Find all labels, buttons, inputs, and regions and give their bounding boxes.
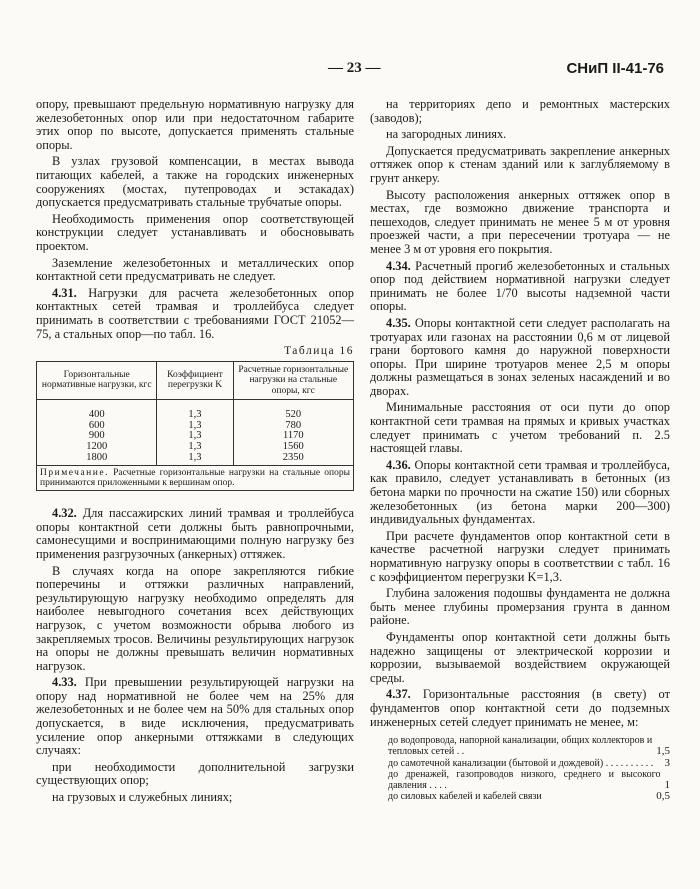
list-item — [388, 791, 670, 802]
section-4-31 — [36, 287, 354, 341]
table-header-cell: Расчетные горизонтальные нагрузки на стальные опоры, кгс — [233, 361, 353, 400]
table-cell: 780 — [233, 421, 353, 432]
section-number: 4.32. — [52, 506, 77, 521]
paragraph: на территориях депо и ремонтных мастерских (заводов); — [370, 97, 670, 125]
table-cell: 1,3 — [157, 431, 233, 442]
list-item — [388, 769, 670, 791]
table-cell: 1,3 — [157, 453, 233, 466]
paragraph: Глубина заложения подошвы фундамента не должна быть менее глубины промерзания грунта в данном районе. — [370, 586, 670, 628]
distance-label: до дренажей, газопроводов низкого, среднего и высокого давления . . . . — [388, 768, 661, 791]
table-header-cell: Коэффициент перегрузки K — [157, 361, 233, 400]
section-text: Нагрузки для расчета железобетонных опор контактных сетей трамвая и троллейбуса следует принимать в соответствии с требованиями ГОСТ 21052—75, а стальных опор—по табл. 16. — [36, 285, 354, 341]
distance-list — [388, 735, 670, 802]
document-code: СНиП II-41-76 — [566, 60, 664, 77]
paragraph: на грузовых и служебных линиях; — [52, 790, 233, 805]
table-caption: Таблица 16 — [284, 345, 354, 358]
right-column — [370, 98, 670, 802]
table-cell: 520 — [233, 400, 353, 421]
paragraph: при необходимости дополнительной загрузки существующих опор; — [36, 759, 354, 788]
section-number: 4.34. — [386, 258, 411, 273]
section-text: Опоры контактной сети следует располагать на тротуарах или газонах на расстоянии 0,6 м от лицевой грани бортового камня до наружной поверхности опоры. При ширине тротуаров менее 2,5 м опоры должны размещаться в зонах зеленых насаждений и во дворах. — [370, 315, 670, 398]
page-number: — 23 — — [328, 60, 381, 76]
list-item — [388, 758, 670, 769]
table-cell: 1800 — [37, 453, 157, 466]
loads-table — [36, 361, 354, 491]
paragraph: При расчете фундаментов опор контактной сети в качестве расчетной нагрузки следует принимать нормативную нагрузку опоры в соответствии с табл. 16 с коэффициентом перегрузки K=1,3. — [370, 528, 670, 584]
distance-value: 1,5 — [656, 745, 670, 758]
section-number: 4.35. — [386, 315, 411, 330]
section-4-32 — [36, 507, 354, 561]
paragraph: В случаях когда на опоре закрепляются гибкие поперечины и оттяжки различных направлений, результирующую нагрузку необходимо определять для наиболее невыгодного сочетания всех действующих нагрузок, с учетом возможности обрыва любого из закрепляемых тросов. Величины результирующих нагрузок на опоры не должны превышать величин нормативных нагрузок. — [36, 563, 354, 673]
paragraph: Необходимость применения опор соответствующей конструкции следует устанавливать и обосновывать проектом. — [36, 211, 354, 253]
paragraph: Фундаменты опор контактной сети должны быть надежно защищены от электрической коррозии и коррозии, вызываемой воздействием окружающей среды. — [370, 629, 670, 685]
section-number: 4.36. — [386, 457, 411, 472]
section-text: Для пассажирских линий трамвая и троллейбуса опоры контактной сети должны быть равнопрочными, самонесущими и воспринимающими полную нагрузку без применения разгрузочных (анкерных) оттяжек. — [36, 506, 354, 561]
paragraph: Допускается предусматривать закрепление анкерных оттяжек опор к стенам зданий или к заглубляемому в грунт анкеру. — [370, 143, 670, 185]
table-cell: 1,3 — [157, 400, 233, 421]
table-row — [37, 442, 354, 453]
table-cell: 2350 — [233, 453, 353, 466]
note-text: Расчетные горизонтальные нагрузки на стальные опоры принимаются приложенными к вершинам опор. — [40, 468, 350, 489]
section-4-36 — [370, 459, 670, 527]
paragraph: Минимальные расстояния от оси пути до опор контактной сети трамвая на прямых и кривых участках следует принимать с учетом требований п. 2.5 настоящей главы. — [370, 400, 670, 456]
section-4-37 — [370, 688, 670, 729]
paragraph: опору, превышают предельную нормативную нагрузку для железобетонных опор или при недостаточном габарите этих опор по высоте, допускается применять стальные опоры. — [36, 97, 354, 152]
table-cell: 400 — [37, 400, 157, 421]
section-4-33 — [36, 676, 354, 758]
table-cell: 1560 — [233, 442, 353, 453]
paragraph: В узлах грузовой компенсации, в местах вывода питающих кабелей, а также на городских инженерных сооружениях (мостах, путепроводах и эстакадах) допускается предусматривать стальные трубчатые опоры. — [36, 154, 354, 210]
section-text: Расчетный прогиб железобетонных и стальных опор под действием нормативной нагрузки следует принимать не более 1/70 высоты надземной части опоры. — [370, 258, 670, 314]
list-item — [388, 735, 670, 757]
paragraph: Заземление железобетонных и металлических опор контактной сети предусматривать не следует. — [36, 255, 354, 284]
distance-value: 1 — [664, 778, 670, 791]
distance-label: до самотечной канализации (бытовой и дождевой) . . . . . . . . . . — [388, 757, 654, 769]
section-number: 4.33. — [52, 675, 77, 690]
section-4-34 — [370, 260, 670, 314]
table-cell: 600 — [37, 421, 157, 432]
table-cell: 1,3 — [157, 421, 233, 432]
table-note — [37, 466, 354, 491]
distance-label: до водопровода, напорной канализации, общих коллекторов и тепловых сетей . . — [388, 735, 653, 758]
paragraph: Высоту расположения анкерных оттяжек опор в местах, где возможно движение транспорта и пешеходов, следует принимать не менее 5 м от уровня проезжей части, а при пересечении тротуара — не менее 3 м от уровня его покрытия. — [370, 187, 670, 256]
distance-value: 0,5 — [656, 790, 670, 803]
paragraph: на загородных линиях. — [386, 127, 507, 142]
table-cell: 1170 — [233, 431, 353, 442]
left-column — [36, 98, 354, 808]
page-header — [0, 60, 700, 82]
section-number: 4.31. — [52, 285, 77, 300]
table-header-row — [37, 361, 354, 400]
section-4-35 — [370, 317, 670, 399]
distance-value: 3 — [664, 756, 670, 769]
table-note-row — [37, 466, 354, 491]
table-row — [37, 453, 354, 466]
table-header-cell: Горизонтальные нормативные нагрузки, кгс — [37, 361, 157, 400]
section-text: Опоры контактной сети трамвая и троллейбуса, как правило, следует устанавливать в бетонных (из бетона марки по прочности на сжатие 150) или сборных железобетонных (из бетона марки 200—300) индивидуальных фундаментах. — [370, 457, 670, 527]
table-row — [37, 400, 354, 421]
distance-label: до силовых кабелей и кабелей связи — [388, 791, 542, 803]
note-label: Примечание. — [40, 468, 109, 479]
table-cell: 1200 — [37, 442, 157, 453]
table-cell: 1,3 — [157, 442, 233, 453]
table-cell: 900 — [37, 431, 157, 442]
section-text: При превышении результирующей нагрузки на опору над нормативной не более чем на 25% для железобетонных и не более чем на 50% для стальных опор допускается, в виде исключения, предусматривать усиление опор анкерными оттяжками в следующих случаях: — [36, 675, 354, 758]
section-number: 4.37. — [386, 687, 411, 702]
section-text: Горизонтальные расстояния (в свету) от фундаментов опор контактной сети до подземных инженерных сетей следует принимать не менее, м: — [370, 687, 670, 729]
